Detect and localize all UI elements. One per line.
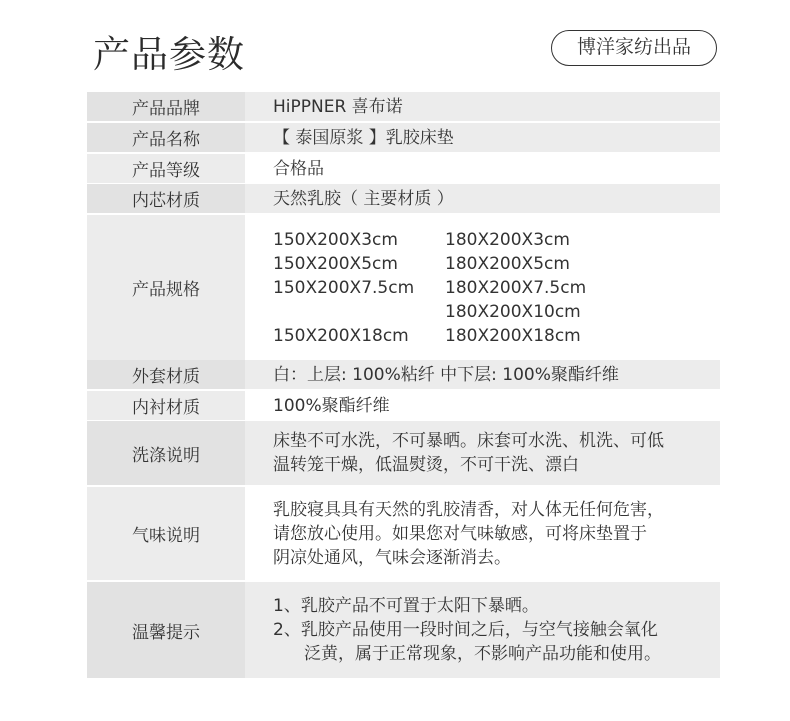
- row-label: 产品名称: [87, 123, 245, 152]
- spec-cell: 180X200X10cm: [445, 301, 581, 322]
- row-label: 内芯材质: [87, 184, 245, 213]
- row-washing: [87, 421, 720, 485]
- spec-grid: [273, 228, 712, 348]
- page-title: 产品参数: [93, 33, 245, 76]
- row-value: 天然乳胶（ 主要材质 ）: [273, 188, 454, 209]
- spec-cell: 150X200X18cm: [273, 325, 409, 346]
- row-label: 温馨提示: [87, 582, 245, 678]
- spec-values: [273, 215, 712, 360]
- text-line: 泛黄，属于正常现象，不影响产品功能和使用。: [304, 644, 661, 664]
- row-value: [273, 421, 712, 485]
- row-label: 洗涤说明: [87, 421, 245, 485]
- spec-cell: 150X200X3cm: [273, 229, 398, 250]
- brand-badge: 博洋家纺出品: [551, 30, 717, 66]
- spec-cell: [273, 300, 445, 324]
- row-value: 白：上层: 100%粘纤 中下层: 100%聚酯纤维: [273, 364, 619, 385]
- row-value: 【 泰国原浆 】乳胶床垫: [273, 127, 454, 148]
- spec-cell: 180X200X7.5cm: [445, 277, 587, 298]
- row-value: 100%聚酯纤维: [273, 395, 390, 416]
- row-value: HiPPNER 喜布诺: [273, 96, 403, 117]
- text-line: 床垫不可水洗，不可暴晒。床套可水洗、机洗、可低: [273, 431, 664, 451]
- row-odor: [87, 487, 720, 580]
- row-label: 外套材质: [87, 360, 245, 389]
- text-line: 阴凉处通风，气味会逐渐消去。: [273, 547, 511, 568]
- spec-cell: 180X200X3cm: [445, 229, 570, 250]
- spec-cell: 150X200X7.5cm: [273, 277, 415, 298]
- row-outer-material: [87, 360, 720, 389]
- text-line: 请您放心使用。如果您对气味敏感，可将床垫置于: [273, 523, 647, 544]
- row-label: 气味说明: [87, 487, 245, 580]
- row-tips: [87, 582, 720, 678]
- row-brand: [87, 92, 720, 121]
- spec-cell: 150X200X5cm: [273, 253, 398, 274]
- text-line: 乳胶寝具具有天然的乳胶清香，对人体无任何危害，: [273, 499, 664, 520]
- row-specs: [87, 215, 720, 360]
- text-line: 1、乳胶产品不可置于太阳下暴晒。: [273, 596, 539, 616]
- row-lining-material: [87, 391, 720, 420]
- row-value: [273, 487, 712, 580]
- row-core-material: [87, 184, 720, 213]
- spec-cell: 180X200X18cm: [445, 325, 581, 346]
- spec-cell: 180X200X5cm: [445, 253, 570, 274]
- row-label: 产品品牌: [87, 92, 245, 121]
- row-grade: [87, 154, 720, 183]
- row-label: 内衬材质: [87, 391, 245, 420]
- text-line: 2、乳胶产品使用一段时间之后，与空气接触会氧化: [273, 620, 658, 640]
- row-label: 产品规格: [87, 215, 245, 360]
- row-value: [273, 582, 712, 678]
- row-label: 产品等级: [87, 154, 245, 183]
- row-name: [87, 123, 720, 152]
- row-value: 合格品: [273, 158, 324, 179]
- text-line: 温转笼干燥，低温熨烫，不可干洗、漂白: [273, 455, 579, 475]
